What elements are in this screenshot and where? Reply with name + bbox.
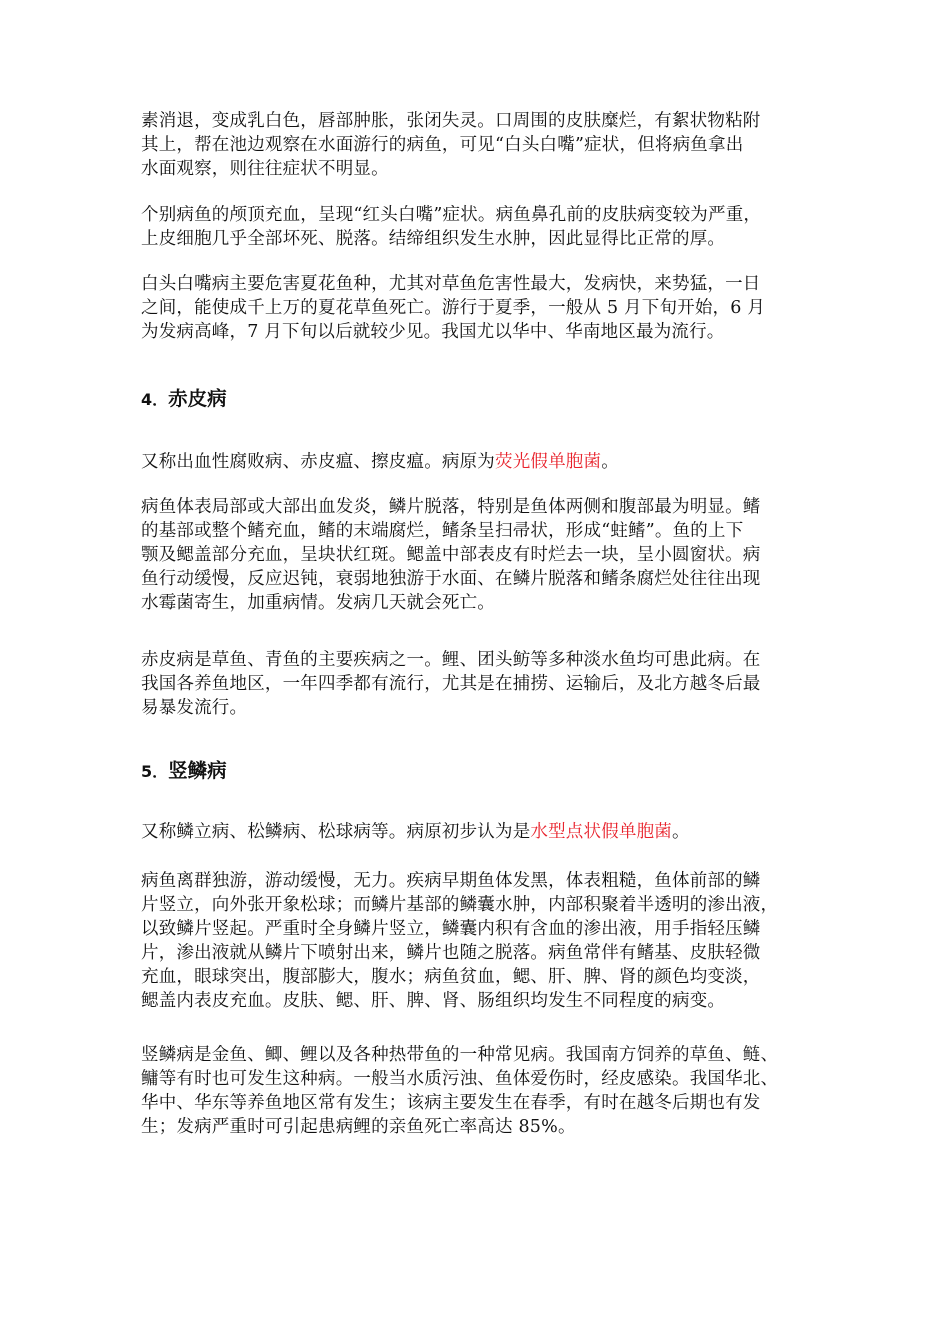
- text-suffix: 。: [672, 822, 690, 842]
- text-line: 片，渗出液就从鳞片下喷射出来，鳞片也随之脱落。病鱼常伴有鳍基、皮肤轻微: [141, 943, 761, 963]
- paragraph-scale-disease-symptoms: [141, 869, 813, 1013]
- paragraph-white-head-symptoms: [141, 109, 813, 181]
- pathogen-highlight: 荧光假单胞菌: [495, 452, 602, 472]
- paragraph-red-skin-symptoms: [141, 495, 813, 615]
- paragraph-red-skin-pathogen: [141, 450, 813, 474]
- text-line: 生；发病严重时可引起患病鲤的亲鱼死亡率高达 85%。: [141, 1117, 576, 1137]
- text-prefix: 又称出血性腐败病、赤皮瘟、擦皮瘟。病原为: [141, 452, 495, 472]
- paragraph-red-head-symptoms: [141, 203, 813, 251]
- text-line: 鱼行动缓慢，反应迟钝，衰弱地独游于水面、在鳞片脱落和鳍条腐烂处往往出现: [141, 569, 761, 589]
- text-line: 素消退，变成乳白色，唇部肿胀，张闭失灵。口周围的皮肤糜烂，有絮状物粘附: [141, 111, 761, 131]
- text-line: 白头白嘴病主要危害夏花鱼种，尤其对草鱼危害性最大，发病快，来势猛，一日: [141, 274, 761, 294]
- paragraph-white-head-epidemiology: [141, 272, 813, 344]
- text-line: 鳙等有时也可发生这种病。一般当水质污浊、鱼体爱伤时，经皮感染。我国华北、: [141, 1069, 779, 1089]
- text-prefix: 又称鳞立病、松鳞病、松球病等。病原初步认为是: [141, 822, 531, 842]
- text-line: 充血，眼球突出，腹部膨大，腹水；病鱼贫血，鳃、肝、脾、肾的颜色均变淡，: [141, 967, 761, 987]
- text-line: 鳃盖内表皮充血。皮肤、鳃、肝、脾、肾、肠组织均发生不同程度的病变。: [141, 991, 726, 1011]
- text-line: 病鱼离群独游，游动缓慢，无力。疾病早期鱼体发黑，体表粗糙，鱼体前部的鳞: [141, 871, 761, 891]
- section-number: 4．: [141, 390, 169, 409]
- text-line: 的基部或整个鳍充血，鳍的末端腐烂，鳍条呈扫帚状，形成“蛀鳍”。鱼的上下: [141, 521, 744, 541]
- text-line: 水霉菌寄生，加重病情。发病几天就会死亡。: [141, 593, 495, 613]
- section-heading-5: [141, 758, 227, 785]
- text-line: 我国各养鱼地区，一年四季都有流行，尤其是在捕捞、运输后，及北方越冬后最: [141, 674, 761, 694]
- text-line: 华中、华东等养鱼地区常有发生；该病主要发生在春季，有时在越冬后期也有发: [141, 1093, 761, 1113]
- text-line: 为发病高峰，7 月下旬以后就较少见。我国尤以华中、华南地区最为流行。: [141, 322, 725, 342]
- text-line: 颚及鳃盖部分充血，呈块状红斑。鳃盖中部表皮有时烂去一块，呈小圆窗状。病: [141, 545, 761, 565]
- section-heading-4: [141, 386, 227, 413]
- text-line: 赤皮病是草鱼、青鱼的主要疾病之一。鲤、团头鲂等多种淡水鱼均可患此病。在: [141, 650, 761, 670]
- text-line: 其上，帮在池边观察在水面游行的病鱼，可见“白头白嘴”症状，但将病鱼拿出: [141, 135, 744, 155]
- text-line: 上皮细胞几乎全部坏死、脱落。结缔组织发生水肿，因此显得比正常的厚。: [141, 229, 726, 249]
- paragraph-red-skin-epidemiology: [141, 648, 813, 720]
- text-line: [141, 450, 813, 474]
- text-line: 片竖立，向外张开象松球；而鳞片基部的鳞囊水肿，内部积聚着半透明的渗出液，: [141, 895, 779, 915]
- text-line: 个别病鱼的颅顶充血，呈现“红头白嘴”症状。病鱼鼻孔前的皮肤病变较为严重，: [141, 205, 762, 225]
- paragraph-scale-disease-pathogen: [141, 820, 813, 844]
- text-line: [141, 820, 813, 844]
- section-title: 赤皮病: [168, 387, 227, 410]
- text-line: 病鱼体表局部或大部出血发炎，鳞片脱落，特别是鱼体两侧和腹部最为明显。鳍: [141, 497, 761, 517]
- text-line: 之间，能使成千上万的夏花草鱼死亡。游行于夏季，一般从 5 月下旬开始，6 月: [141, 298, 766, 318]
- paragraph-scale-disease-epidemiology: [141, 1043, 813, 1139]
- section-title: 竖鳞病: [168, 759, 227, 782]
- text-suffix: 。: [601, 452, 619, 472]
- text-line: 水面观察，则往往症状不明显。: [141, 159, 389, 179]
- pathogen-highlight: 水型点状假单胞菌: [530, 822, 673, 842]
- text-line: 竖鳞病是金鱼、鲫、鲤以及各种热带鱼的一种常见病。我国南方饲养的草鱼、鲢、: [141, 1045, 779, 1065]
- text-line: 以致鳞片竖起。严重时全身鳞片竖立，鳞囊内积有含血的渗出液，用手指轻压鳞: [141, 919, 761, 939]
- section-number: 5．: [141, 762, 169, 781]
- text-line: 易暴发流行。: [141, 698, 248, 718]
